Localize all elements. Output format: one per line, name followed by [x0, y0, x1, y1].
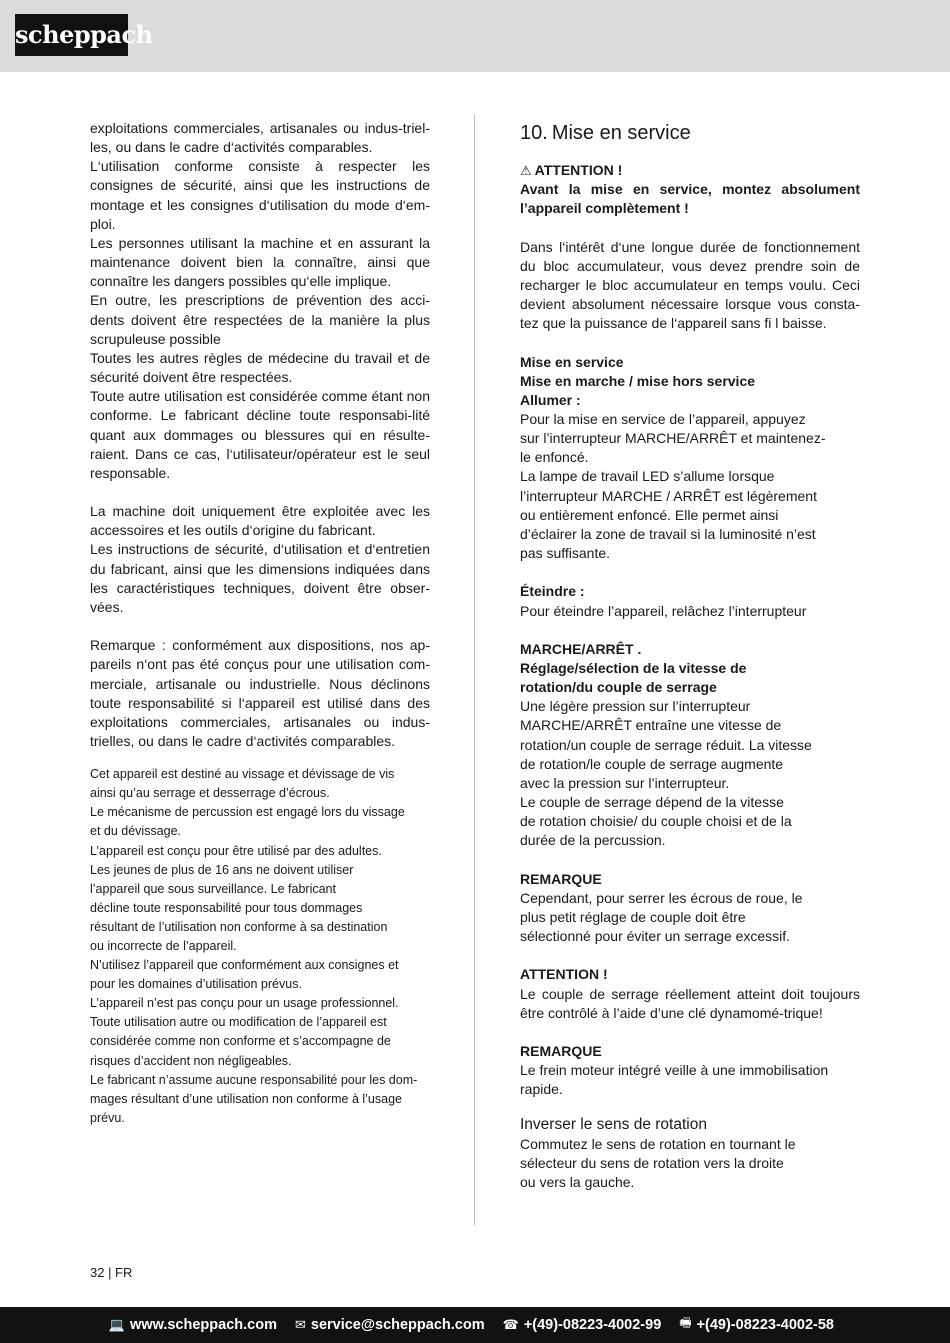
text-line: L’appareil est conçu pour être utilisé par des adultes.: [90, 843, 382, 858]
subsection-heading: Inverser le sens de rotation: [520, 1115, 707, 1133]
fax-number: +(49)-08223-4002-58: [696, 1317, 834, 1333]
paragraph: L‘utilisation conforme consiste à respecter les consignes de sécurité, ainsi que les instructions de montage et les consignes d‘utilisation du mode d‘em-ploi.: [90, 158, 430, 232]
section-heading: [520, 119, 860, 147]
subheading: Éteindre :: [520, 583, 585, 600]
text-line: avec la pression sur l’interrupteur.: [520, 774, 730, 791]
paragraph: En outre, les prescriptions de prévention des acci-dents doivent être respectées de la manière la plus scrupuleuse possible: [90, 292, 430, 347]
text-line: de rotation/le couple de serrage augmente: [520, 755, 784, 772]
attention-text: Avant la mise en service, montez absolument l’appareil complètement !: [520, 181, 860, 217]
intended-use-notice: [90, 765, 430, 1128]
email-link[interactable]: service@scheppach.com: [310, 1317, 485, 1333]
footer-email[interactable]: [295, 1317, 485, 1333]
fax-icon: 🖷: [679, 1315, 692, 1330]
text-line: La lampe de travail LED s’allume lorsque: [520, 468, 775, 485]
text-line: L’appareil n’est pas conçu pour un usage professionnel.: [90, 996, 399, 1011]
paragraph: Le frein moteur intégré veille à une immobilisation rapide.: [520, 1062, 829, 1098]
intro-paragraph: Dans l‘intérêt d‘une longue durée de fonctionnement du bloc accumulateur, vous devez prendre soin de recharger le bloc accumulateur en temps voulu. Ceci devient absolument nécessaire lorsque vous consta-tez que la puissance de l‘appareil sans fi l baisse.: [520, 238, 860, 332]
text-line: pas suffisante.: [520, 545, 611, 562]
text-line: N’utilisez l’appareil que conformément aux consignes et: [90, 958, 399, 973]
text-line: plus petit réglage de couple doit être: [520, 909, 746, 926]
subheading: Réglage/sélection de la vitesse de: [520, 660, 747, 676]
text-line: Les jeunes de plus de 16 ans ne doivent utiliser: [90, 862, 354, 877]
subheading: ATTENTION !: [520, 966, 608, 983]
text-line: ainsi qu’au serrage et desserrage d’écrous.: [90, 786, 330, 801]
subheading: REMARQUE: [520, 870, 602, 887]
phone-number: +(49)-08223-4002-99: [523, 1317, 662, 1333]
text-line: ou entièrement enfoncé. Elle permet ainsi: [520, 506, 779, 523]
warning-icon: ⚠: [520, 163, 532, 178]
brand-logo: scheppach: [15, 14, 128, 56]
text-line: décline toute responsabilité pour tous dommages: [90, 900, 363, 915]
paragraph: exploitations commerciales, artisanales ou indus-trielles, ou dans le cadre d‘activités comparables.: [90, 120, 430, 156]
text-line: MARCHE/ARRÊT entraîne une vitesse de: [520, 717, 782, 734]
footer-website[interactable]: [109, 1317, 277, 1333]
paragraph: Le couple de serrage réellement atteint doit toujours être contrôlé à l’aide d’une clé dynamomé-trique!: [520, 985, 860, 1021]
text-line: risques d’accident non négligeables.: [90, 1053, 292, 1068]
text-line: Pour la mise en service de l’appareil, appuyez: [520, 411, 806, 427]
text-line: durée de la percussion.: [520, 832, 666, 849]
text-line: de rotation choisie/ du couple choisi et de la: [520, 813, 792, 830]
subheading: Mise en marche / mise hors service: [520, 372, 756, 389]
text-line: ou incorrecte de l’appareil.: [90, 938, 237, 953]
page-number: 32 | FR: [90, 1265, 133, 1280]
footer-phone: [503, 1317, 662, 1333]
left-column: [90, 119, 430, 1128]
phone-icon: ☎: [502, 1317, 519, 1332]
text-line: Une légère pression sur l’interrupteur: [520, 698, 751, 715]
subheading: Mise en service: [520, 353, 624, 370]
text-line: sur l’interrupteur MARCHE/ARRÊT et maintenez-: [520, 430, 826, 447]
text-line: Commutez le sens de rotation en tournant le: [520, 1135, 796, 1152]
text-line: considérée comme non conforme et s’accompagne de: [90, 1034, 391, 1049]
column-divider: [474, 115, 475, 1225]
computer-icon: 💻: [108, 1317, 126, 1332]
text-line: rotation/un couple de serrage réduit. La vitesse: [520, 736, 812, 753]
text-line: Cet appareil est destiné au vissage et dévissage de vis: [90, 767, 395, 782]
text-line: résultant de l’utilisation non conforme à sa destination: [90, 919, 388, 934]
subheading: MARCHE/ARRÊT .: [520, 640, 642, 657]
text-line: Pour éteindre l’appareil, relâchez l’interrupteur: [520, 602, 807, 619]
paragraph: Remarque : conformément aux dispositions, nos ap-pareils n‘ont pas été conçus pour une utilisation com-merciale, artisanale ou industrielle. Nous déclinons toute responsabilité si l‘appareil est utilisé dans des exploitations commerciales, artisanales ou indus-trielles, ou dans le cadre d‘activités comparables.: [90, 637, 430, 749]
paragraph: Toutes les autres règles de médecine du travail et de sécurité doivent être respectées.: [90, 349, 430, 386]
text-line: et du dévissage.: [90, 824, 182, 839]
website-link[interactable]: www.scheppach.com: [130, 1317, 277, 1333]
mail-icon: ✉: [294, 1317, 306, 1332]
text-line: l’appareil que sous surveillance. Le fabricant: [90, 881, 336, 896]
paragraph: La machine doit uniquement être exploitée avec les accessoires et les outils d‘origine du fabricant.: [90, 503, 430, 539]
subheading: rotation/du couple de serrage: [520, 679, 717, 696]
text-line: le enfoncé.: [520, 449, 589, 466]
text-line: ou vers la gauche.: [520, 1173, 635, 1190]
text-line: d’éclairer la zone de travail si la luminosité n’est: [520, 525, 816, 542]
text-line: Cependant, pour serrer les écrous de roue, le: [520, 889, 803, 906]
page-header: [0, 0, 950, 72]
subheading: Allumer :: [520, 391, 581, 408]
section-title: Mise en service: [551, 122, 691, 144]
page-footer: [0, 1307, 950, 1343]
paragraph: Les personnes utilisant la machine et en assurant la maintenance doivent bien la connaître, ainsi que connaître les dangers possibles qu‘elle implique.: [90, 234, 430, 290]
footer-fax: [679, 1314, 834, 1336]
text-line: mages résultant d’une utilisation non conforme à l’usage: [90, 1091, 402, 1106]
paragraph: Les instructions de sécurité, d‘utilisation et d‘entretien du fabricant, ainsi que les dimensions indiquées dans les caractéristiques techniques, doivent être obser-vées.: [90, 541, 430, 615]
text-line: l’interrupteur MARCHE / ARRÊT est légèrement: [520, 487, 817, 504]
text-line: prévu.: [90, 1110, 125, 1125]
attention-label: ⚠ ATTENTION !: [520, 162, 623, 178]
right-column: [520, 119, 860, 1192]
paragraph: Toute autre utilisation est considérée comme étant non conforme. Le fabricant décline toute responsabi-lité quant aux dommages ou blessures qui en résulte-raient. Dans ce cas, l‘utilisateur/opérateur est le seul responsable.: [90, 388, 430, 481]
subheading: REMARQUE: [520, 1043, 602, 1060]
text-line: Le couple de serrage dépend de la vitesse: [520, 794, 784, 811]
text-line: sélecteur du sens de rotation vers la droite: [520, 1154, 784, 1171]
text-line: Toute utilisation autre ou modification de l’appareil est: [90, 1015, 387, 1030]
text-line: Le mécanisme de percussion est engagé lors du vissage: [90, 805, 405, 820]
text-line: sélectionné pour éviter un serrage excessif.: [520, 928, 791, 945]
text-line: pour les domaines d’utilisation prévus.: [90, 977, 302, 992]
section-number: 10.: [520, 122, 548, 144]
text-line: Le fabricant n’assume aucune responsabilité pour les dom-: [90, 1072, 418, 1087]
